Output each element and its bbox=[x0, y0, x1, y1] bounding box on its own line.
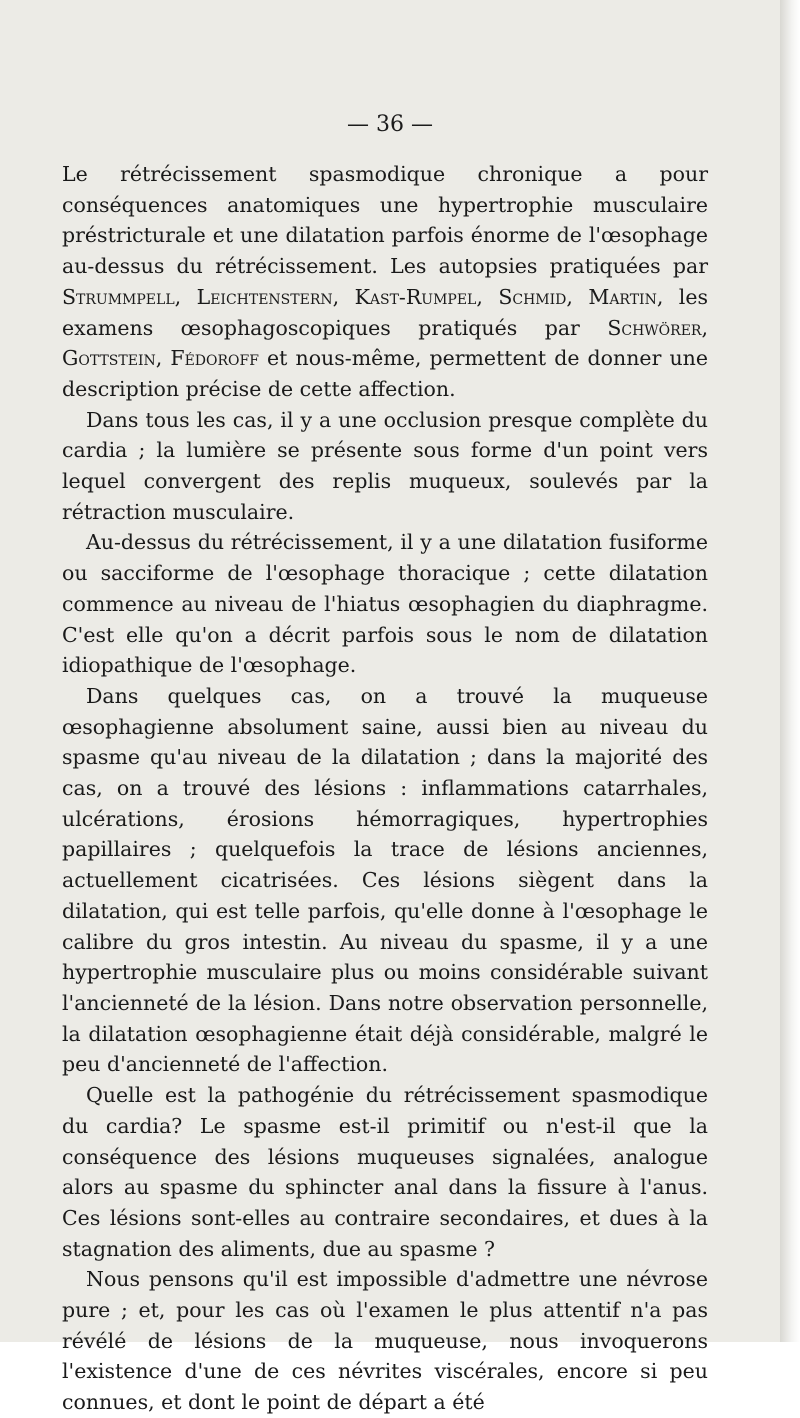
author-name: Martin bbox=[588, 284, 657, 309]
paragraph bbox=[62, 1264, 708, 1418]
text-run: , bbox=[332, 284, 355, 309]
author-name: Kast-Rumpel bbox=[354, 284, 477, 309]
author-name: Gottstein bbox=[62, 346, 156, 371]
text-run: , les examens œsophagoscopiques pratiqués par bbox=[62, 284, 708, 340]
text-run: , bbox=[155, 346, 171, 371]
paragraph bbox=[62, 405, 708, 528]
text-run: , bbox=[701, 315, 708, 340]
text-run: , bbox=[476, 284, 499, 309]
body-text bbox=[62, 159, 708, 1418]
author-name: Fédoroff bbox=[170, 346, 259, 371]
paragraph bbox=[62, 681, 708, 1080]
author-name: Strummpell bbox=[62, 284, 175, 309]
page-number: — 36 — bbox=[347, 112, 433, 137]
author-name: Schwörer bbox=[607, 315, 702, 340]
text-run: , bbox=[566, 284, 589, 309]
text-run: Quelle est la pathogénie du rétrécissement spasmodique du cardia? Le spasme est-il primitif ou n'est-il que la conséquence des lésions muqueuses signalées, analogue alors au spasme du sphincter anal dans la fissure à l'anus. Ces lésions sont-elles au contraire secondaires, et dues à la stagnation des aliments, due au spasme ? bbox=[62, 1083, 708, 1261]
text-run: Au-dessus du rétrécissement, il y a une dilatation fusiforme ou sacciforme de l'œsophage thoracique ; cette dilatation commence au niveau de l'hiatus œsophagien du diaphragme. C'est elle qu'on a décrit parfois sous le nom de dilatation idiopathique de l'œsophage. bbox=[62, 530, 708, 678]
author-name: Schmid bbox=[498, 284, 567, 309]
paragraph bbox=[62, 527, 708, 681]
text-run: Dans tous les cas, il y a une occlusion presque complète du cardia ; la lumière se présente sous forme d'un point vers lequel convergent des replis muqueux, soulevés par la rétraction musculaire. bbox=[62, 407, 708, 524]
text-run: Le rétrécissement spasmodique chronique a pour conséquences anatomiques une hypertrophie musculaire préstricturale et une dilatation parfois énorme de l'œsophage au-dessus du rétrécissement. Les autopsies pratiquées par bbox=[62, 162, 708, 279]
page-edge bbox=[780, 0, 800, 1342]
text-run: Dans quelques cas, on a trouvé la muqueuse œsophagienne absolument saine, aussi bien au niveau du spasme qu'au niveau de la dilatation ; dans la majorité des cas, on a trouvé des lésions : inflammations catarrhales, ulcérations, érosions hémorragiques, hypertrophies papillaires ; quelquefois la trace de lésions anciennes, actuellement cicatrisées. Ces lésions siègent dans la dilatation, qui est telle parfois, qu'elle donne à l'œsophage le calibre du gros intestin. Au niveau du spasme, il y a une hypertrophie musculaire plus ou moins considérable suivant l'ancienneté de la lésion. Dans notre observation personnelle, la dilatation œsophagienne était déjà considérable, malgré le peu d'ancienneté de l'affection. bbox=[62, 683, 708, 1077]
paragraph bbox=[62, 159, 708, 405]
text-run: et nous-même, permettent de donner une description précise de cette affection. bbox=[62, 346, 708, 401]
author-name: Leichtenstern bbox=[196, 284, 333, 309]
paragraph bbox=[62, 1080, 708, 1264]
text-run: Nous pensons qu'il est impossible d'admettre une névrose pure ; et, pour les cas où l'examen le plus attentif n'a pas révélé de lésions de la muqueuse, nous invoquerons l'existence d'une de ces névrites viscérales, encore si peu connues, et dont le point de départ a été bbox=[62, 1267, 708, 1415]
text-run: , bbox=[174, 284, 197, 309]
